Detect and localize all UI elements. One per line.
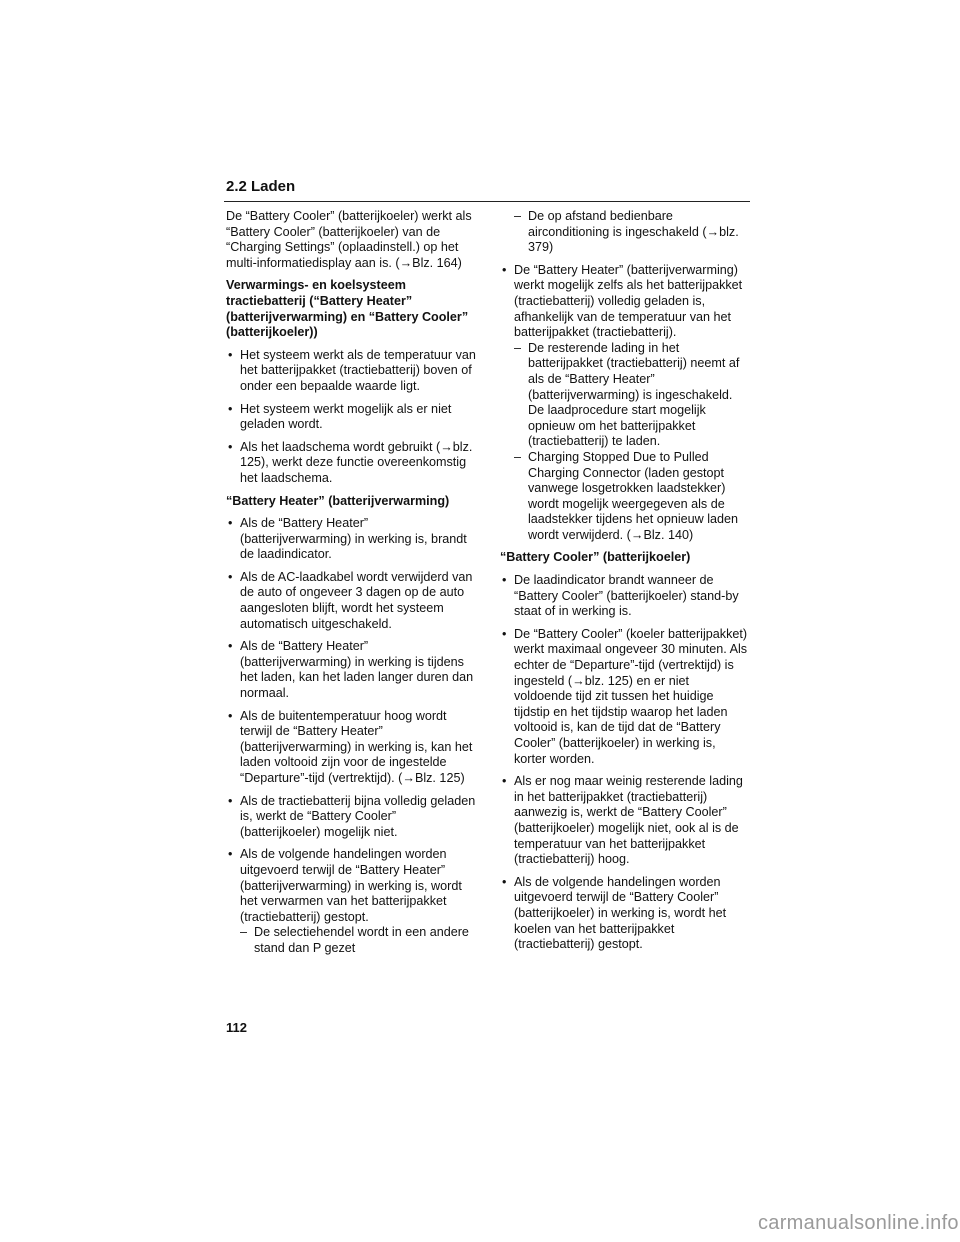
list-item: • De “Battery Cooler” (koeler batterijpakket) werkt maximaal ongeveer 30 minuten. Als echter de “Departure”-tijd (vertrektijd) is ingesteld (→blz. 125) en er niet voldoende tijd zit tussen het huidige tijdstip en het tijdstip waarop het laden voltooid is, kan de tijd dat de “Battery Cooler” (batterijkoeler) in werking is, korter worden. (500, 627, 750, 767)
heading-battery-cooler: “Battery Cooler” (batterijkoeler) (500, 550, 691, 565)
list-item (226, 847, 476, 956)
dash-item: – Charging Stopped Due to Pulled Charging Connector (laden gestopt vanwege losgetrokken laadstekker) wordt mogelijk weergegeven als de laadstekker tijdens het opnieuw laden wordt verwijderd. (→Blz. 140) (514, 450, 750, 544)
page-number: 112 (226, 1020, 247, 1035)
list-item: • De laadindicator brandt wanneer de “Battery Cooler” (batterijkoeler) stand-by staat of in werking is. (500, 573, 750, 620)
list-item-text: De “Battery Heater” (batterijverwarming) werkt mogelijk zelfs als het batterijpakket (tractiebatterij) volledig geladen is, afhankelijk van de temperatuur van het batterijpakket (tractiebatterij). (514, 262, 743, 340)
list-item: • Als de “Battery Heater” (batterijverwarming) in werking is, brandt de laadindicator. (226, 516, 476, 563)
section-header (224, 178, 750, 202)
intro-paragraph: De “Battery Cooler” (batterijkoeler) werkt als “Battery Cooler” (batterijkoeler) van de “Charging Settings” (oplaadinstell.) op het multi-informatiedisplay aan is. (→Blz. 164) (226, 209, 472, 270)
header-rule (224, 201, 750, 202)
list-item: • Als het laadschema wordt gebruikt (→blz. 125), werkt deze functie overeenkomstig het laadschema. (226, 440, 476, 487)
dash-item: – De resterende lading in het batterijpakket (tractiebatterij) neemt af als de “Battery Heater” (batterijverwarming) is ingeschakeld. De laadprocedure start mogelijk opnieuw om het batterijpakket (tractiebatterij) te laden. (514, 341, 750, 450)
list-item: • Als de buitentemperatuur hoog wordt terwijl de “Battery Heater” (batterijverwarming) in werking is, kan het laden voltooid zijn voor de ingestelde “Departure”-tijd (vertrektijd). (→Blz. 125) (226, 709, 476, 787)
heater-bullet-list (226, 516, 476, 956)
dash-list (240, 925, 476, 956)
list-item: • Het systeem werkt mogelijk als er niet geladen wordt. (226, 402, 476, 433)
watermark: carmanualsonline.info (758, 1212, 959, 1234)
dash-list-continued (514, 209, 750, 256)
dash-item: – De op afstand bedienbare airconditioning is ingeschakeld (→blz. 379) (514, 209, 750, 256)
right-column (500, 209, 750, 960)
list-item: • Als de AC-laadkabel wordt verwijderd van de auto of ongeveer 3 dagen op de auto aangesloten blijft, wordt het systeem automatisch uitgeschakeld. (226, 570, 476, 632)
list-item: • Als de tractiebatterij bijna volledig geladen is, werkt de “Battery Cooler” (batterijkoeler) mogelijk niet. (226, 794, 476, 841)
list-item: • Het systeem werkt als de temperatuur van het batterijpakket (tractiebatterij) boven of onder een bepaalde waarde ligt. (226, 348, 476, 395)
list-item (500, 263, 750, 544)
heading-heating-cooling-system: Verwarmings- en koelsysteem tractiebatterij (“Battery Heater” (batterijverwarming) en “Battery Cooler” (batterijkoeler)) (226, 278, 469, 340)
system-bullet-list (226, 348, 476, 487)
left-column (226, 209, 476, 964)
dash-list (514, 341, 750, 544)
heater-bullet-list-continued (500, 263, 750, 544)
list-item: • Als de “Battery Heater” (batterijverwarming) in werking is tijdens het laden, kan het laden langer duren dan normaal. (226, 639, 476, 701)
dash-item: – De selectiehendel wordt in een andere stand dan P gezet (240, 925, 476, 956)
heading-battery-heater: “Battery Heater” (batterijverwarming) (226, 493, 450, 508)
list-item-text: Als de volgende handelingen worden uitgevoerd terwijl de “Battery Heater” (batterijverwarming) in werking is, wordt het verwarmen van het batterijpakket (tractiebatterij) gestopt. (240, 847, 462, 924)
section-title: 2.2 Laden (226, 178, 296, 195)
cooler-bullet-list (500, 573, 750, 953)
list-item: • Als er nog maar weinig resterende lading in het batterijpakket (tractiebatterij) aanwezig is, werkt de “Battery Cooler” (batterijkoeler) mogelijk niet, ook al is de temperatuur van het batterijpakket (tractiebatterij) hoog. (500, 774, 750, 868)
list-item: • Als de volgende handelingen worden uitgevoerd terwijl de “Battery Cooler” (batterijkoeler) in werking is, wordt het koelen van het batterijpakket (tractiebatterij) gestopt. (500, 875, 750, 953)
